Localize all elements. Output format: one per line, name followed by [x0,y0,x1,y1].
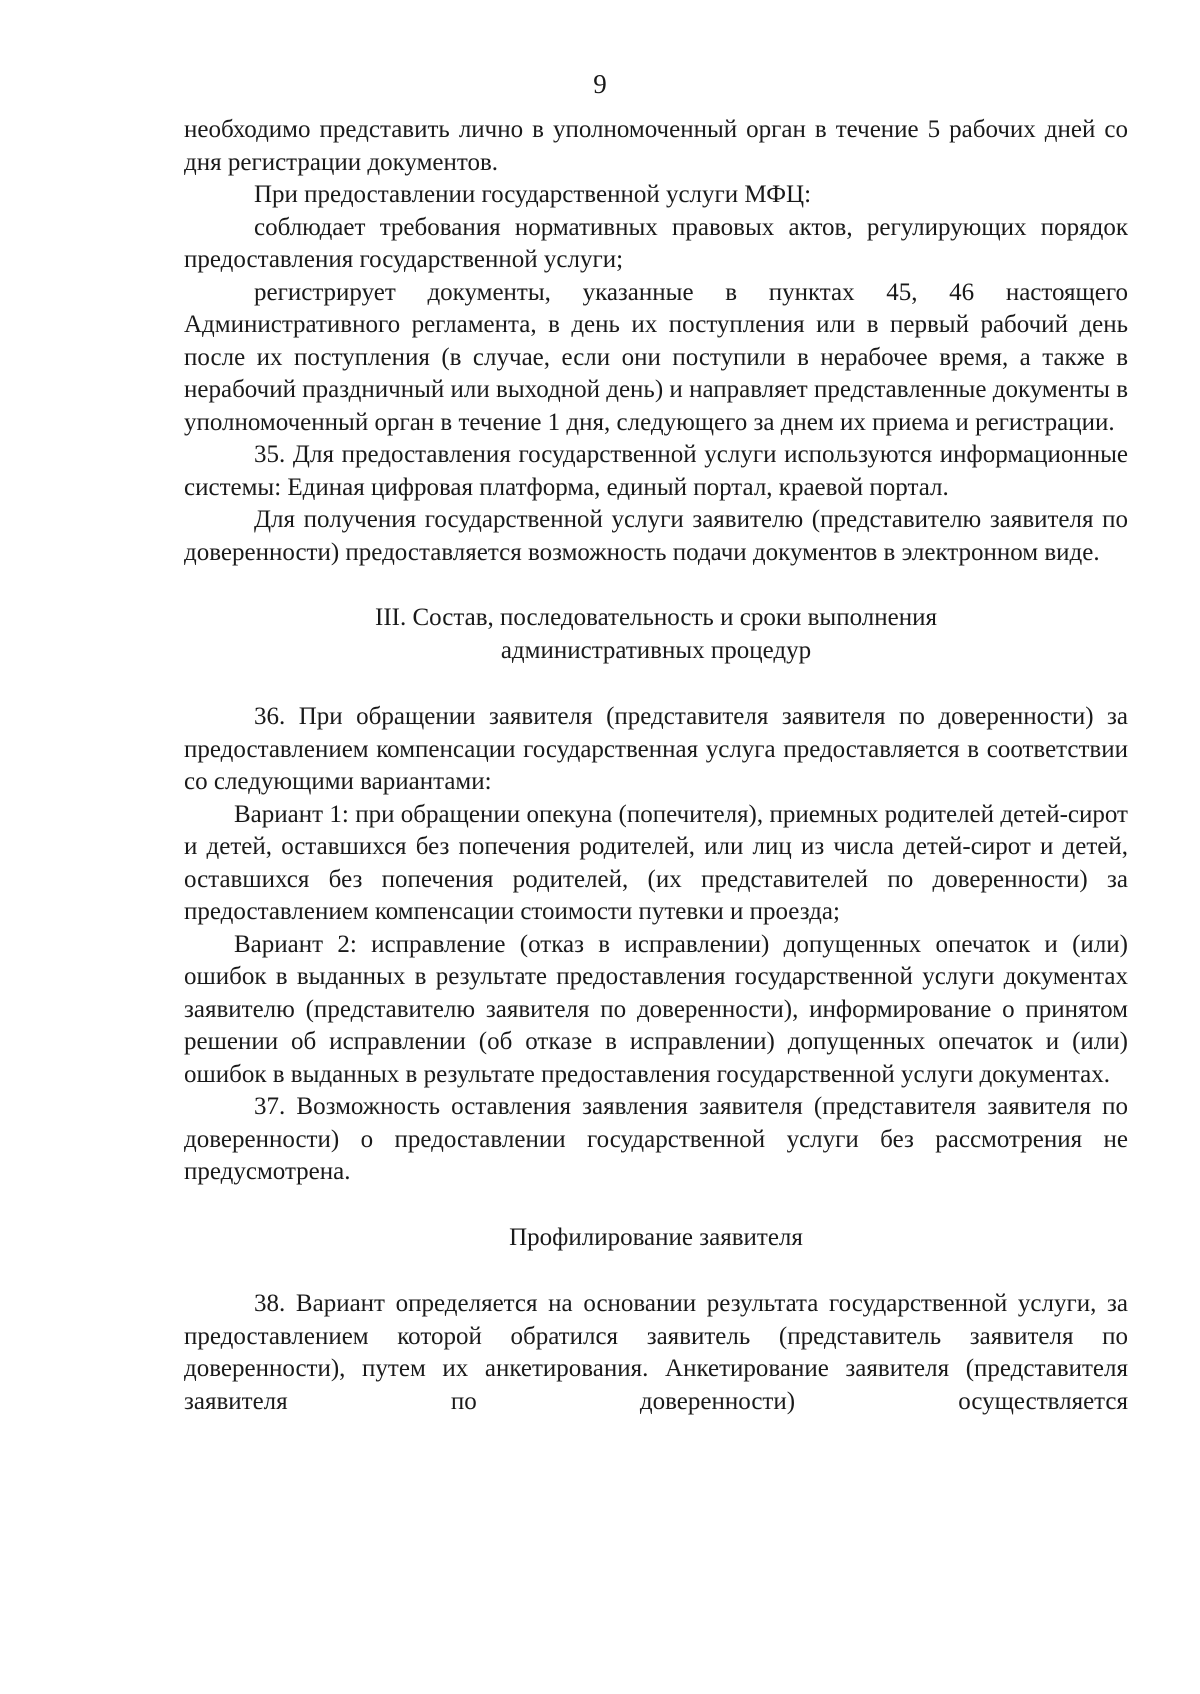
paragraph-mfc-intro: При предоставлении государственной услуги МФЦ: [254,181,812,208]
paragraph-37: 37. Возможность оставления заявления заявителя (представителя заявителя по доверенности) о предоставлении государственной услуги без рассмотрения не предусмотрена. [184,1093,1128,1185]
paragraph-35: 35. Для предоставления государственной услуги используются информационные системы: Единая цифровая платформа, единый портал, краевой портал. [184,441,1128,501]
document-body [184,114,1128,1418]
section-heading-iii [184,602,1128,667]
paragraph-variant-1: Вариант 1: при обращении опекуна (попечителя), приемных родителей детей-сирот и детей, оставшихся без попечения родителей, или лиц из числа детей-сирот и детей, оставшихся без попечения родителей, (их представителей по доверенности) за предоставлением компенсации стоимости путевки и проезда; [184,800,1128,925]
subheading-profiling: Профилирование заявителя [509,1223,803,1251]
paragraph-mfc-complies: соблюдает требования нормативных правовых актов, регулирующих порядок предоставления государственной услуги; [184,213,1128,273]
paragraph-continuation: необходимо представить лично в уполномоченный орган в течение 5 рабочих дней со дня регистрации документов. [184,116,1128,176]
section-heading-line-1: III. Состав, последовательность и сроки выполнения [375,604,937,631]
paragraph-36: 36. При обращении заявителя (представителя заявителя по доверенности) за предоставлением компенсации государственная услуга предоставляется в соответствии со следующими вариантами: [184,703,1128,795]
page-number: 9 [593,69,607,99]
paragraph-mfc-registers: регистрирует документы, указанные в пунктах 45, 46 настоящего Административного регламента, в день их поступления или в первый рабочий день после их поступления (в случае, если они поступили в нерабочее время, а также в нерабочий праздничный или выходной день) и направляет представленные документы в уполномоченный орган в течение 1 дня, следующего за днем их приема и регистрации. [184,278,1128,436]
paragraph-electronic-submission: Для получения государственной услуги заявителю (представителю заявителя по доверенности) предоставляется возможность подачи документов в электронном виде. [184,506,1128,566]
paragraph-variant-2: Вариант 2: исправление (отказ в исправлении) допущенных опечаток и (или) ошибок в выданных в результате предоставления государственной услуги документах заявителю (представителю заявителя по доверенности), информирование о принятом решении об исправлении (об отказе в исправлении) допущенных опечаток и (или) ошибок в выданных в результате предоставления государственной услуги документах. [184,930,1128,1088]
paragraph-38: 38. Вариант определяется на основании результата государственной услуги, за предоставлением которой обратился заявитель (представитель заявителя по доверенности), путем их анкетирования. Анкетирование заявителя (представителя заявителя по доверенности) осуществляется [184,1290,1128,1415]
section-heading-line-2: административных процедур [500,636,812,664]
